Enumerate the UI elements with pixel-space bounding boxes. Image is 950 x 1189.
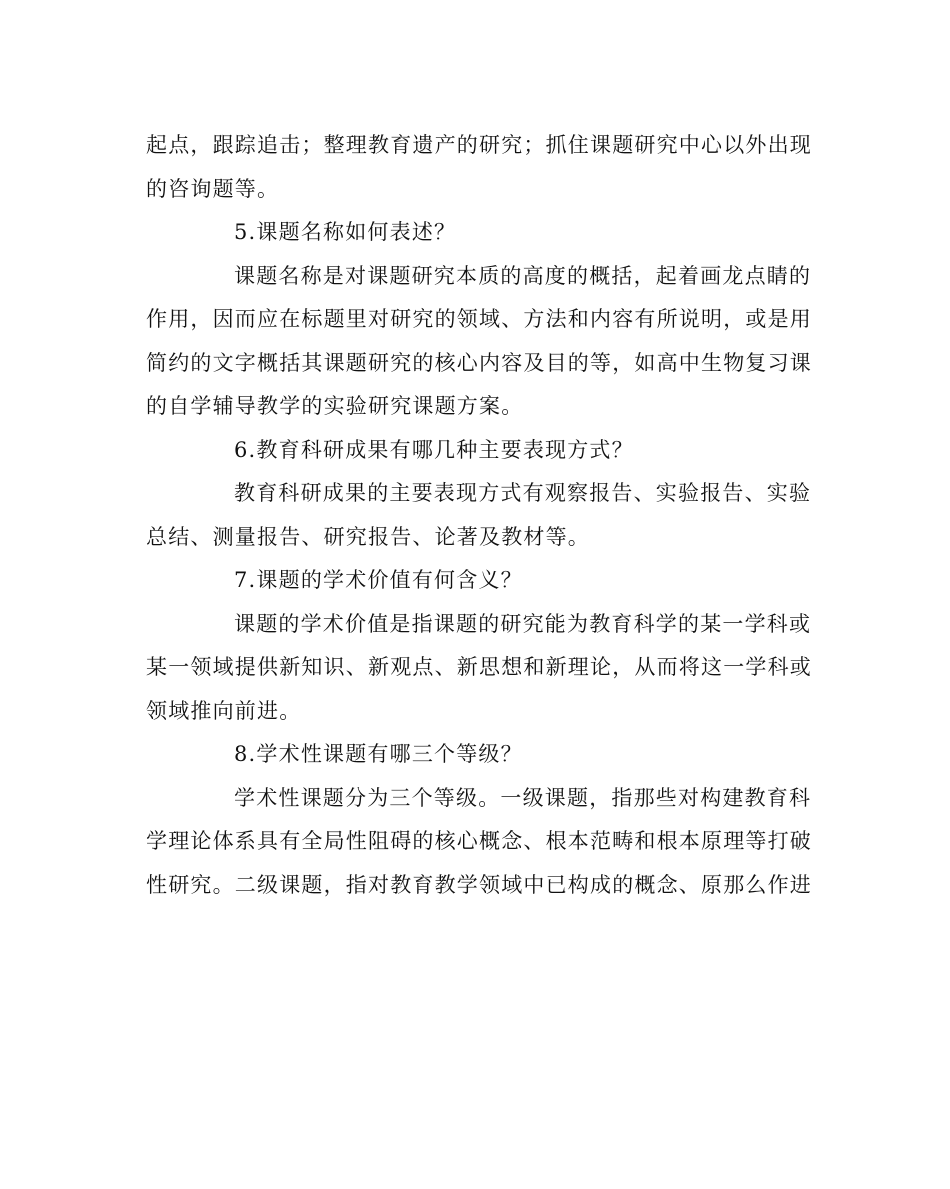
question-heading: 8.学术性课题有哪三个等级？: [234, 742, 523, 766]
text-line: 领域推向前进。: [146, 698, 302, 723]
text-line: 的咨询题等。: [146, 176, 280, 201]
question-heading: 6.教育科研成果有哪几种主要表现方式？: [234, 437, 634, 462]
paragraph-first-line: 教育科研成果的主要表现方式有观察报告、实验报告、实验: [234, 481, 812, 505]
text-line: 简约的文字概括其课题研究的核心内容及目的等，如高中生物复习课: [146, 350, 812, 375]
paragraph-first-line: 学术性课题分为三个等级。一级课题，指那些对构建教育科: [234, 785, 812, 810]
text-line: 起点，跟踪追击；整理教育遗产的研究；抓住课题研究中心以外出现: [146, 133, 812, 157]
text-line: 的自学辅导教学的实验研究课题方案。: [146, 394, 524, 418]
question-heading: 7.课题的学术价值有何含义？: [234, 568, 523, 592]
document-body: [146, 124, 812, 907]
text-line: 性研究。二级课题，指对教育教学领域中已构成的概念、原那么作进: [146, 872, 812, 897]
text-line: 某一领域提供新知识、新观点、新思想和新理论，从而将这一学科或: [146, 655, 812, 679]
paragraph-first-line: 课题的学术价值是指课题的研究能为教育科学的某一学科或: [234, 611, 812, 636]
text-line: 作用，因而应在标题里对研究的领域、方法和内容有所说明，或是用: [146, 307, 812, 331]
text-line: 总结、测量报告、研究报告、论著及教材等。: [146, 524, 590, 549]
question-heading: 5.课题名称如何表述？: [234, 220, 457, 244]
paragraph-first-line: 课题名称是对课题研究本质的高度的概括，起着画龙点睛的: [234, 263, 812, 288]
text-line: 学理论体系具有全局性阻碍的核心概念、根本范畴和根本原理等打破: [146, 829, 812, 853]
